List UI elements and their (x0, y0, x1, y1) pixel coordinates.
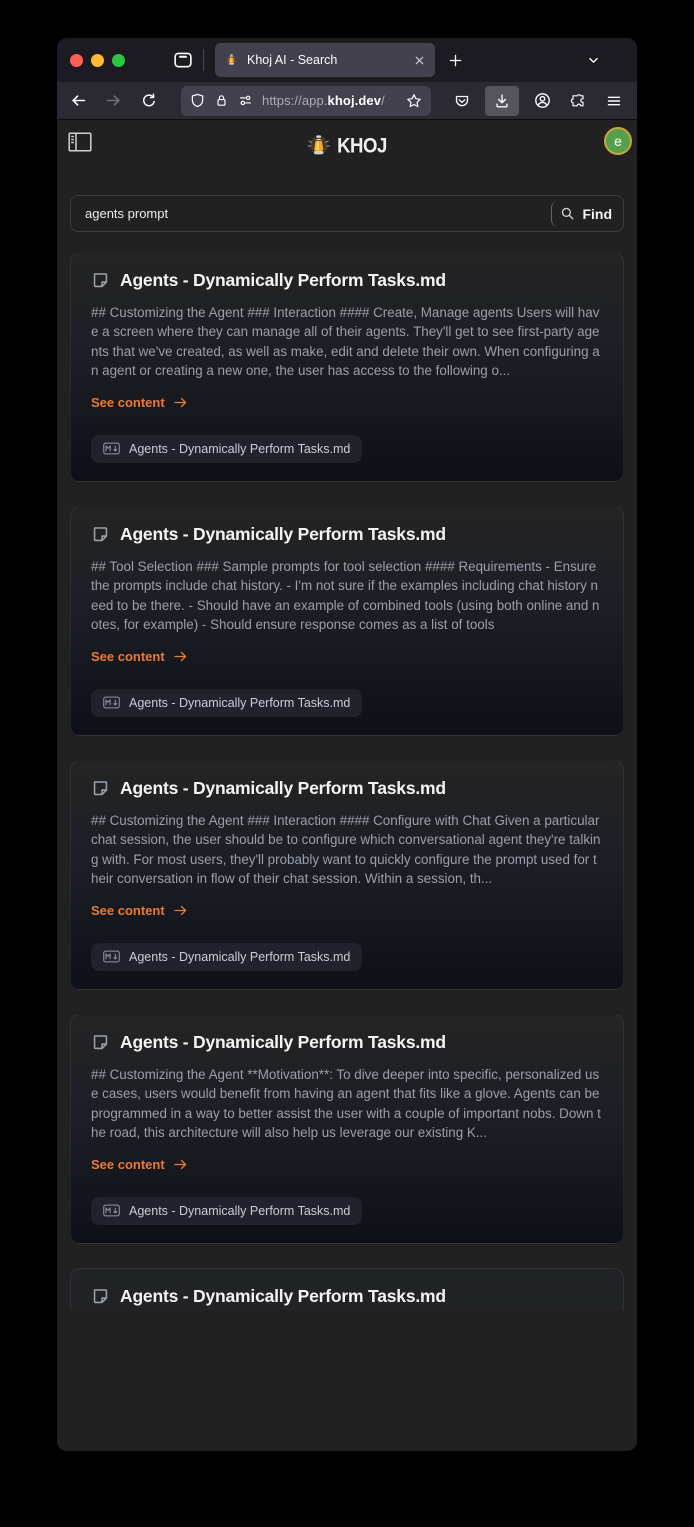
khoj-favicon (224, 53, 239, 68)
bookmark-star-icon[interactable] (406, 93, 422, 109)
result-title: Agents - Dynamically Perform Tasks.md (120, 1032, 446, 1052)
url-suffix: / (381, 93, 385, 108)
see-content-link[interactable] (91, 649, 187, 664)
result-card (70, 506, 624, 736)
tab-separator (203, 49, 204, 71)
arrow-right-icon (174, 651, 187, 662)
file-chip[interactable] (91, 1197, 362, 1225)
note-file-icon (91, 1033, 110, 1052)
traffic-close-button[interactable] (70, 54, 83, 67)
result-title: Agents - Dynamically Perform Tasks.md (120, 524, 446, 544)
markdown-icon (103, 950, 120, 963)
arrow-right-icon (174, 397, 187, 408)
note-file-icon (91, 779, 110, 798)
result-card (70, 252, 624, 482)
result-snippet: ## Customizing the Agent **Motivation**: To dive deeper into specific, personalized use cases, users would benefit from having an agent that fits like a glove. Agents can be programmed in a way to better assist the user with a couple of important nobs. Down the road, this architecture will also help us leverage our existing K... (91, 1067, 601, 1141)
navigation-toolbar (57, 82, 637, 120)
url-domain: khoj.dev (327, 93, 382, 108)
khoj-logo[interactable] (305, 133, 389, 160)
file-chip-label: Agents - Dynamically Perform Tasks.md (129, 695, 351, 710)
sidebar-toggle-icon[interactable] (68, 132, 92, 152)
see-content-label: See content (91, 1156, 165, 1172)
app-header (57, 120, 637, 172)
browser-window (57, 38, 637, 1451)
search-bar (70, 195, 624, 232)
file-chip-label: Agents - Dynamically Perform Tasks.md (129, 949, 351, 964)
arrow-right-icon (174, 1159, 187, 1170)
arrow-right-icon (174, 905, 187, 916)
khoj-app (57, 120, 637, 1451)
downloads-button[interactable] (485, 86, 519, 116)
search-input[interactable] (85, 206, 551, 221)
result-title: Agents - Dynamically Perform Tasks.md (120, 1286, 446, 1306)
tab-bar (57, 38, 637, 82)
permissions-icon[interactable] (238, 93, 253, 108)
result-card (70, 760, 624, 990)
back-icon[interactable] (67, 89, 90, 113)
note-file-icon (91, 271, 110, 290)
shield-icon[interactable] (190, 93, 205, 108)
see-content-label: See content (91, 648, 165, 664)
find-button[interactable] (560, 206, 612, 222)
tab-title: Khoj AI - Search (247, 53, 338, 67)
file-chip[interactable] (91, 943, 362, 971)
file-chip[interactable] (91, 435, 362, 463)
find-label: Find (582, 205, 612, 222)
url-prefix: https://app. (262, 93, 328, 108)
see-content-link[interactable] (91, 903, 187, 918)
account-icon[interactable] (529, 88, 555, 114)
result-card (70, 1268, 624, 1310)
logo-text: KHOJ (337, 133, 387, 158)
note-file-icon (91, 525, 110, 544)
result-snippet: ## Tool Selection ### Sample prompts for tool selection #### Requirements - Ensure the prompts include chat history. - I'm not sure if the examples including chat history need to be there. - Should have an example of combined tools (using both online and notes, for example) - Should ensure response comes as a list of tools (91, 559, 600, 633)
markdown-icon (103, 696, 120, 709)
list-tabs-chevron-icon[interactable] (586, 53, 601, 68)
firefox-view-icon[interactable] (173, 50, 193, 70)
url-text[interactable] (262, 93, 397, 108)
result-snippet: ## Customizing the Agent ### Interaction #### Create, Manage agents Users will have a screen where they can manage all of their agents. They'll get to see first-party agents that we've created, as well as make, edit and delete their own. When configuring an agent or creating a new one, the user has access to the following o... (91, 305, 600, 379)
result-card (70, 1014, 624, 1244)
note-file-icon (91, 1287, 110, 1306)
traffic-minimize-button[interactable] (91, 54, 104, 67)
lock-icon[interactable] (214, 93, 229, 108)
forward-icon[interactable] (102, 89, 125, 113)
traffic-zoom-button[interactable] (112, 54, 125, 67)
extensions-puzzle-icon[interactable] (565, 88, 591, 114)
url-bar[interactable] (181, 86, 431, 116)
see-content-label: See content (91, 394, 165, 410)
search-icon (560, 206, 575, 221)
markdown-icon (103, 1204, 120, 1217)
file-chip[interactable] (91, 689, 362, 717)
toolbar-right-icons (449, 86, 627, 116)
lantern-icon (305, 133, 332, 160)
search-divider (551, 201, 558, 227)
result-title: Agents - Dynamically Perform Tasks.md (120, 778, 446, 798)
new-tab-button[interactable] (448, 53, 463, 68)
pocket-icon[interactable] (449, 88, 475, 114)
markdown-icon (103, 442, 120, 455)
result-snippet: ## Customizing the Agent ### Interaction #### Configure with Chat Given a particular chat session, the user should be to configure which conversational agent they're talking with. For most users, they'll probably want to quickly configure the prompt used for their conversation in flow of their chat session. Within a session, th... (91, 813, 601, 887)
tab-khoj-search[interactable] (215, 43, 435, 77)
menu-hamburger-icon[interactable] (601, 88, 627, 114)
avatar[interactable]: e (604, 127, 632, 155)
see-content-label: See content (91, 902, 165, 918)
result-title: Agents - Dynamically Perform Tasks.md (120, 270, 446, 290)
search-results (70, 252, 624, 1310)
file-chip-label: Agents - Dynamically Perform Tasks.md (129, 1203, 351, 1218)
reload-icon[interactable] (137, 89, 160, 113)
file-chip-label: Agents - Dynamically Perform Tasks.md (129, 441, 351, 456)
tab-close-icon[interactable] (413, 54, 426, 67)
see-content-link[interactable] (91, 395, 187, 410)
see-content-link[interactable] (91, 1157, 187, 1172)
